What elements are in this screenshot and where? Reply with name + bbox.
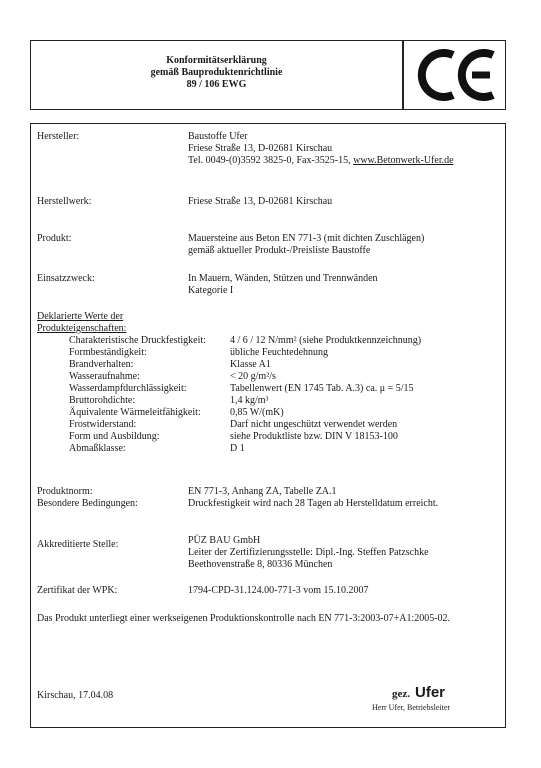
header-divider bbox=[402, 41, 404, 109]
besondere-value: Druckfestigkeit wird nach 28 Tagen ab Herstelldatum erreicht. bbox=[188, 498, 439, 509]
property-value: 1,4 kg/m³ bbox=[230, 395, 269, 406]
declaration-header bbox=[30, 40, 506, 110]
signature: Ufer bbox=[415, 684, 446, 701]
akkreditierte-line-3: Beethovenstraße 8, 80336 München bbox=[188, 559, 333, 570]
property-value: 4 / 6 / 12 N/mm² (siehe Produktkennzeichnung) bbox=[230, 335, 422, 346]
zertifikat-label: Zertifikat der WPK: bbox=[37, 585, 118, 596]
deklarierte-heading-1: Deklarierte Werte der bbox=[37, 311, 124, 322]
akkreditierte-label: Akkreditierte Stelle: bbox=[37, 539, 119, 550]
property-label: Wasserdampfdurchlässigkeit: bbox=[69, 383, 187, 394]
document-title bbox=[31, 55, 402, 91]
akkreditierte-line-1: PÜZ BAU GmbH bbox=[188, 535, 261, 546]
property-value: siehe Produktliste bzw. DIN V 18153-100 bbox=[230, 431, 398, 442]
signature-prefix: gez. bbox=[392, 688, 411, 700]
property-label: Äquivalente Wärmeleitfähigkeit: bbox=[69, 407, 201, 418]
besondere-label: Besondere Bedingungen: bbox=[37, 498, 138, 509]
produktnorm-label: Produktnorm: bbox=[37, 486, 93, 497]
property-label: Form und Ausbildung: bbox=[69, 431, 160, 442]
title-line-3: 89 / 106 EWG bbox=[186, 79, 247, 90]
property-value: Tabellenwert (EN 1745 Tab. A.3) ca. μ = 5/15 bbox=[230, 383, 414, 394]
herstellwerk-value: Friese Straße 13, D-02681 Kirschau bbox=[188, 196, 333, 207]
einsatzzweck-label: Einsatzzweck: bbox=[37, 273, 95, 284]
produkt-line-1: Mauersteine aus Beton EN 771-3 (mit dichten Zuschlägen) bbox=[188, 233, 425, 244]
produkt-line-2: gemäß aktueller Produkt-/Preisliste Baustoffe bbox=[188, 245, 371, 256]
property-label: Frostwiderstand: bbox=[69, 419, 137, 430]
ce-mark-icon bbox=[417, 47, 499, 103]
einsatzzweck-line-1: In Mauern, Wänden, Stützen und Trennwänden bbox=[188, 273, 378, 284]
produkt-label: Produkt: bbox=[37, 233, 72, 244]
property-label: Charakteristische Druckfestigkeit: bbox=[69, 335, 206, 346]
property-label: Brandverhalten: bbox=[69, 359, 134, 370]
place-date: Kirschau, 17.04.08 bbox=[37, 690, 114, 701]
property-value: < 20 g/m²/s bbox=[230, 371, 276, 382]
title-line-1: Konformitätserklärung bbox=[166, 55, 267, 66]
property-label: Bruttorohdichte: bbox=[69, 395, 136, 406]
title-line-2: gemäß Bauproduktenrichtlinie bbox=[150, 67, 283, 78]
production-control-statement: Das Produkt unterliegt einer werkseigenen Produktionskontrolle nach EN 771-3:2003-07+A1:2005-02. bbox=[37, 613, 451, 624]
hersteller-contact bbox=[188, 155, 454, 167]
hersteller-name: Baustoffe Ufer bbox=[188, 131, 248, 142]
property-value: D 1 bbox=[230, 443, 245, 454]
einsatzzweck-line-2: Kategorie I bbox=[188, 285, 234, 296]
property-value: übliche Feuchtedehnung bbox=[230, 347, 329, 358]
property-label: Wasseraufnahme: bbox=[69, 371, 140, 382]
website-link[interactable]: www.Betonwerk-Ufer.de bbox=[353, 155, 454, 166]
herstellwerk-label: Herstellwerk: bbox=[37, 196, 92, 207]
hersteller-phone-fax: Tel. 0049-(0)3592 3825-0, Fax-3525-15, bbox=[188, 155, 354, 166]
deklarierte-heading-2: Produkteigenschaften: bbox=[37, 323, 127, 334]
hersteller-label: Hersteller: bbox=[37, 131, 80, 142]
produktnorm-value: EN 771-3, Anhang ZA, Tabelle ZA.1 bbox=[188, 486, 337, 497]
property-value: 0,85 W/(mK) bbox=[230, 407, 284, 418]
property-value: Darf nicht ungeschützt verwendet werden bbox=[230, 419, 398, 430]
property-label: Abmaßklasse: bbox=[69, 443, 126, 454]
property-value: Klasse A1 bbox=[230, 359, 271, 370]
property-label: Formbeständigkeit: bbox=[69, 347, 147, 358]
hersteller-address: Friese Straße 13, D-02681 Kirschau bbox=[188, 143, 333, 154]
akkreditierte-line-2: Leiter der Zertifizierungsstelle: Dipl.-Ing. Steffen Patzschke bbox=[188, 547, 429, 558]
zertifikat-value: 1794-CPD-31.124.00-771-3 vom 15.10.2007 bbox=[188, 585, 369, 596]
signatory: Herr Ufer, Betriebsleiter bbox=[372, 703, 451, 712]
